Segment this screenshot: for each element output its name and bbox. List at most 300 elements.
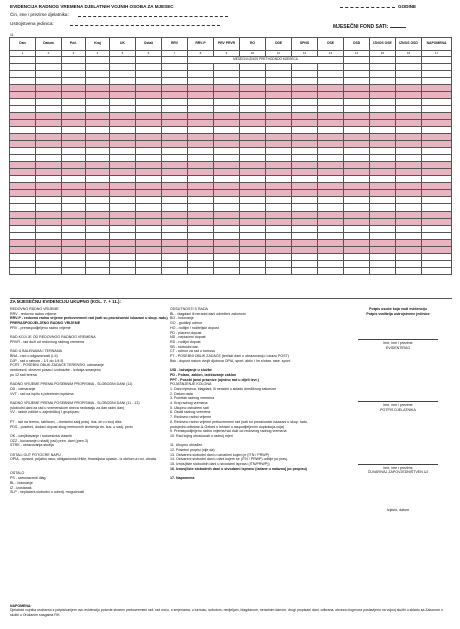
table-cell[interactable] — [318, 119, 344, 126]
table-cell[interactable] — [110, 77, 136, 84]
table-cell[interactable] — [188, 148, 214, 155]
table-cell[interactable] — [110, 197, 136, 204]
table-cell[interactable] — [10, 155, 36, 162]
table-cell[interactable] — [344, 84, 370, 91]
table-cell[interactable] — [86, 98, 110, 105]
table-cell[interactable] — [136, 197, 162, 204]
table-cell[interactable] — [266, 162, 292, 169]
table-cell[interactable] — [110, 98, 136, 105]
table-cell[interactable] — [10, 211, 36, 218]
table-cell[interactable] — [110, 63, 136, 70]
table-cell[interactable] — [214, 260, 240, 267]
table-cell[interactable] — [292, 70, 318, 77]
table-cell[interactable] — [292, 253, 318, 260]
table-cell[interactable] — [422, 98, 452, 105]
table-cell[interactable] — [422, 126, 452, 133]
table-cell[interactable] — [188, 260, 214, 267]
table-cell[interactable] — [136, 134, 162, 141]
table-cell[interactable] — [36, 70, 62, 77]
table-cell[interactable] — [422, 169, 452, 176]
table-cell[interactable] — [162, 204, 188, 211]
table-cell[interactable] — [162, 119, 188, 126]
table-cell[interactable] — [396, 119, 422, 126]
table-cell[interactable] — [36, 197, 62, 204]
table-cell[interactable] — [266, 190, 292, 197]
table-cell[interactable] — [396, 84, 422, 91]
table-cell[interactable] — [10, 239, 36, 246]
table-cell[interactable] — [292, 267, 318, 274]
table-cell[interactable] — [162, 70, 188, 77]
table-cell[interactable] — [240, 112, 266, 119]
table-cell[interactable] — [136, 246, 162, 253]
table-cell[interactable] — [110, 260, 136, 267]
table-cell[interactable] — [214, 204, 240, 211]
table-cell[interactable] — [36, 211, 62, 218]
table-cell[interactable] — [240, 148, 266, 155]
table-cell[interactable] — [422, 162, 452, 169]
table-cell[interactable] — [344, 119, 370, 126]
table-cell[interactable] — [344, 183, 370, 190]
table-cell[interactable] — [396, 77, 422, 84]
table-cell[interactable] — [86, 63, 110, 70]
table-cell[interactable] — [292, 105, 318, 112]
table-cell[interactable] — [136, 162, 162, 169]
table-cell[interactable] — [240, 134, 266, 141]
table-cell[interactable] — [370, 260, 396, 267]
table-cell[interactable] — [240, 211, 266, 218]
table-cell[interactable] — [10, 267, 36, 274]
table-cell[interactable] — [344, 204, 370, 211]
table-cell[interactable] — [240, 77, 266, 84]
table-cell[interactable] — [62, 98, 86, 105]
table-cell[interactable] — [188, 176, 214, 183]
table-cell[interactable] — [292, 134, 318, 141]
table-cell[interactable] — [370, 218, 396, 225]
table-cell[interactable] — [162, 141, 188, 148]
table-cell[interactable] — [344, 176, 370, 183]
table-cell[interactable] — [86, 141, 110, 148]
table-cell[interactable] — [162, 91, 188, 98]
table-cell[interactable] — [214, 183, 240, 190]
table-cell[interactable] — [136, 70, 162, 77]
table-cell[interactable] — [240, 84, 266, 91]
table-cell[interactable] — [10, 141, 36, 148]
table-cell[interactable] — [110, 183, 136, 190]
table-cell[interactable] — [370, 246, 396, 253]
table-cell[interactable] — [266, 267, 292, 274]
table-cell[interactable] — [162, 190, 188, 197]
table-cell[interactable] — [396, 197, 422, 204]
table-cell[interactable] — [240, 105, 266, 112]
table-cell[interactable] — [318, 141, 344, 148]
table-cell[interactable] — [10, 119, 36, 126]
table-cell[interactable] — [10, 260, 36, 267]
table-cell[interactable] — [136, 155, 162, 162]
table-cell[interactable] — [292, 232, 318, 239]
table-cell[interactable] — [266, 134, 292, 141]
table-cell[interactable] — [162, 176, 188, 183]
table-cell[interactable] — [214, 134, 240, 141]
table-cell[interactable] — [422, 204, 452, 211]
table-cell[interactable] — [188, 169, 214, 176]
table-cell[interactable] — [110, 112, 136, 119]
table-cell[interactable] — [162, 225, 188, 232]
table-cell[interactable] — [292, 260, 318, 267]
table-cell[interactable] — [36, 77, 62, 84]
table-cell[interactable] — [36, 141, 62, 148]
table-cell[interactable] — [86, 105, 110, 112]
table-cell[interactable] — [214, 119, 240, 126]
table-cell[interactable] — [318, 112, 344, 119]
table-cell[interactable] — [370, 56, 396, 63]
table-cell[interactable] — [86, 134, 110, 141]
table-cell[interactable] — [240, 126, 266, 133]
table-cell[interactable] — [188, 63, 214, 70]
table-cell[interactable] — [62, 169, 86, 176]
table-cell[interactable] — [162, 218, 188, 225]
table-cell[interactable] — [188, 141, 214, 148]
table-cell[interactable] — [188, 246, 214, 253]
table-cell[interactable] — [10, 246, 36, 253]
table-cell[interactable] — [292, 211, 318, 218]
table-cell[interactable] — [110, 239, 136, 246]
table-cell[interactable] — [292, 197, 318, 204]
table-cell[interactable] — [422, 105, 452, 112]
table-cell[interactable] — [162, 77, 188, 84]
table-cell[interactable] — [86, 169, 110, 176]
table-cell[interactable] — [10, 204, 36, 211]
table-cell[interactable] — [370, 126, 396, 133]
table-cell[interactable] — [240, 98, 266, 105]
table-cell[interactable] — [266, 246, 292, 253]
table-cell[interactable] — [110, 141, 136, 148]
table-cell[interactable] — [188, 70, 214, 77]
table-cell[interactable] — [10, 253, 36, 260]
table-cell[interactable] — [162, 63, 188, 70]
table-cell[interactable] — [110, 267, 136, 274]
table-cell[interactable] — [292, 218, 318, 225]
table-cell[interactable] — [370, 119, 396, 126]
table-cell[interactable] — [422, 155, 452, 162]
table-cell[interactable] — [292, 239, 318, 246]
table-cell[interactable] — [86, 260, 110, 267]
table-cell[interactable] — [240, 119, 266, 126]
table-cell[interactable] — [422, 190, 452, 197]
table-cell[interactable] — [344, 169, 370, 176]
table-cell[interactable] — [318, 246, 344, 253]
table-cell[interactable] — [266, 225, 292, 232]
table-cell[interactable] — [110, 70, 136, 77]
table-cell[interactable] — [396, 253, 422, 260]
table-cell[interactable] — [62, 239, 86, 246]
table-cell[interactable] — [292, 98, 318, 105]
table-cell[interactable] — [318, 204, 344, 211]
table-cell[interactable] — [422, 253, 452, 260]
table-cell[interactable] — [136, 239, 162, 246]
table-cell[interactable] — [396, 190, 422, 197]
table-cell[interactable] — [62, 56, 86, 63]
table-cell[interactable] — [240, 246, 266, 253]
table-cell[interactable] — [86, 232, 110, 239]
table-cell[interactable] — [62, 204, 86, 211]
table-cell[interactable] — [266, 84, 292, 91]
table-cell[interactable] — [370, 197, 396, 204]
table-cell[interactable] — [86, 77, 110, 84]
table-cell[interactable] — [62, 225, 86, 232]
table-cell[interactable] — [370, 77, 396, 84]
table-cell[interactable] — [188, 190, 214, 197]
table-cell[interactable] — [62, 119, 86, 126]
table-cell[interactable] — [318, 169, 344, 176]
table-cell[interactable] — [318, 260, 344, 267]
table-cell[interactable] — [62, 84, 86, 91]
table-cell[interactable] — [266, 218, 292, 225]
table-cell[interactable] — [370, 190, 396, 197]
table-cell[interactable] — [214, 267, 240, 274]
table-cell[interactable] — [110, 232, 136, 239]
table-cell[interactable] — [188, 162, 214, 169]
table-cell[interactable] — [318, 98, 344, 105]
table-cell[interactable] — [318, 91, 344, 98]
table-cell[interactable] — [370, 91, 396, 98]
table-cell[interactable] — [396, 148, 422, 155]
table-cell[interactable] — [110, 126, 136, 133]
table-cell[interactable] — [396, 63, 422, 70]
table-cell[interactable] — [344, 56, 370, 63]
table-cell[interactable] — [370, 225, 396, 232]
table-cell[interactable] — [292, 119, 318, 126]
table-cell[interactable] — [62, 190, 86, 197]
table-cell[interactable] — [396, 232, 422, 239]
table-cell[interactable] — [266, 253, 292, 260]
table-cell[interactable] — [266, 141, 292, 148]
table-cell[interactable] — [110, 105, 136, 112]
table-cell[interactable] — [36, 105, 62, 112]
table-cell[interactable] — [318, 148, 344, 155]
table-cell[interactable] — [136, 260, 162, 267]
table-cell[interactable] — [292, 169, 318, 176]
table-cell[interactable] — [266, 126, 292, 133]
table-cell[interactable] — [36, 91, 62, 98]
table-cell[interactable] — [396, 204, 422, 211]
table-cell[interactable] — [318, 126, 344, 133]
table-cell[interactable] — [266, 176, 292, 183]
table-cell[interactable] — [214, 190, 240, 197]
table-cell[interactable] — [86, 91, 110, 98]
table-cell[interactable] — [36, 162, 62, 169]
table-cell[interactable] — [162, 232, 188, 239]
table-cell[interactable] — [86, 155, 110, 162]
table-cell[interactable] — [240, 253, 266, 260]
table-cell[interactable] — [240, 63, 266, 70]
table-cell[interactable] — [110, 204, 136, 211]
table-cell[interactable] — [422, 141, 452, 148]
table-cell[interactable] — [188, 183, 214, 190]
table-cell[interactable] — [422, 225, 452, 232]
table-cell[interactable] — [162, 148, 188, 155]
table-cell[interactable] — [110, 246, 136, 253]
table-cell[interactable] — [422, 218, 452, 225]
table-cell[interactable] — [136, 56, 162, 63]
table-cell[interactable] — [188, 232, 214, 239]
table-cell[interactable] — [36, 253, 62, 260]
table-cell[interactable] — [422, 148, 452, 155]
table-cell[interactable] — [188, 77, 214, 84]
table-cell[interactable] — [344, 197, 370, 204]
table-cell[interactable] — [136, 63, 162, 70]
table-cell[interactable] — [136, 225, 162, 232]
table-cell[interactable] — [240, 155, 266, 162]
table-cell[interactable] — [396, 155, 422, 162]
table-cell[interactable] — [86, 267, 110, 274]
table-cell[interactable] — [344, 77, 370, 84]
table-cell[interactable] — [396, 162, 422, 169]
table-cell[interactable] — [266, 197, 292, 204]
table-cell[interactable] — [10, 232, 36, 239]
table-cell[interactable] — [370, 84, 396, 91]
table-cell[interactable] — [396, 225, 422, 232]
table-cell[interactable] — [110, 211, 136, 218]
table-cell[interactable] — [266, 119, 292, 126]
table-cell[interactable] — [36, 119, 62, 126]
table-cell[interactable] — [136, 218, 162, 225]
table-cell[interactable] — [36, 56, 62, 63]
table-cell[interactable] — [162, 246, 188, 253]
table-cell[interactable] — [292, 77, 318, 84]
table-cell[interactable] — [162, 155, 188, 162]
table-cell[interactable] — [188, 204, 214, 211]
table-cell[interactable] — [240, 225, 266, 232]
signature-line[interactable] — [358, 399, 438, 402]
table-cell[interactable] — [370, 232, 396, 239]
table-cell[interactable] — [162, 56, 188, 63]
table-cell[interactable] — [10, 169, 36, 176]
table-cell[interactable] — [36, 232, 62, 239]
table-cell[interactable] — [318, 197, 344, 204]
table-cell[interactable] — [62, 246, 86, 253]
table-cell[interactable] — [344, 211, 370, 218]
table-cell[interactable] — [422, 63, 452, 70]
table-cell[interactable] — [266, 155, 292, 162]
table-cell[interactable] — [240, 169, 266, 176]
table-cell[interactable] — [188, 267, 214, 274]
table-cell[interactable] — [136, 211, 162, 218]
table-cell[interactable] — [86, 183, 110, 190]
table-cell[interactable] — [36, 98, 62, 105]
table-cell[interactable] — [240, 70, 266, 77]
table-cell[interactable] — [62, 253, 86, 260]
table-cell[interactable] — [396, 246, 422, 253]
table-cell[interactable] — [62, 155, 86, 162]
table-cell[interactable] — [344, 105, 370, 112]
table-cell[interactable] — [292, 141, 318, 148]
table-cell[interactable] — [10, 225, 36, 232]
table-cell[interactable] — [62, 63, 86, 70]
table-cell[interactable] — [136, 267, 162, 274]
table-cell[interactable] — [162, 183, 188, 190]
table-cell[interactable] — [344, 155, 370, 162]
table-cell[interactable] — [136, 183, 162, 190]
table-cell[interactable] — [36, 169, 62, 176]
table-cell[interactable] — [370, 176, 396, 183]
table-cell[interactable] — [292, 183, 318, 190]
table-cell[interactable] — [162, 112, 188, 119]
table-cell[interactable] — [110, 162, 136, 169]
table-cell[interactable] — [136, 169, 162, 176]
table-cell[interactable] — [266, 148, 292, 155]
table-cell[interactable] — [86, 218, 110, 225]
table-cell[interactable] — [86, 239, 110, 246]
table-cell[interactable] — [10, 91, 36, 98]
table-cell[interactable] — [344, 253, 370, 260]
table-cell[interactable] — [36, 225, 62, 232]
table-cell[interactable] — [266, 98, 292, 105]
table-cell[interactable] — [10, 105, 36, 112]
table-cell[interactable] — [62, 105, 86, 112]
table-cell[interactable] — [36, 183, 62, 190]
table-cell[interactable] — [62, 218, 86, 225]
table-cell[interactable] — [370, 204, 396, 211]
table-cell[interactable] — [344, 162, 370, 169]
table-cell[interactable] — [62, 112, 86, 119]
table-cell[interactable] — [62, 260, 86, 267]
table-cell[interactable] — [10, 112, 36, 119]
table-cell[interactable] — [36, 134, 62, 141]
table-cell[interactable] — [86, 190, 110, 197]
table-cell[interactable] — [240, 141, 266, 148]
table-cell[interactable] — [86, 70, 110, 77]
table-cell[interactable] — [344, 141, 370, 148]
table-cell[interactable] — [214, 77, 240, 84]
table-cell[interactable] — [240, 218, 266, 225]
table-cell[interactable] — [36, 260, 62, 267]
table-cell[interactable] — [344, 70, 370, 77]
table-cell[interactable] — [214, 126, 240, 133]
table-cell[interactable] — [162, 239, 188, 246]
table-cell[interactable] — [370, 169, 396, 176]
table-cell[interactable] — [188, 197, 214, 204]
table-cell[interactable] — [318, 63, 344, 70]
table-cell[interactable] — [136, 176, 162, 183]
table-cell[interactable] — [344, 112, 370, 119]
table-cell[interactable] — [422, 232, 452, 239]
table-cell[interactable] — [292, 162, 318, 169]
table-cell[interactable] — [370, 267, 396, 274]
table-cell[interactable] — [370, 211, 396, 218]
table-cell[interactable] — [422, 112, 452, 119]
table-cell[interactable] — [422, 267, 452, 274]
table-cell[interactable] — [136, 91, 162, 98]
table-cell[interactable] — [188, 91, 214, 98]
table-cell[interactable] — [62, 232, 86, 239]
table-cell[interactable] — [214, 98, 240, 105]
table-cell[interactable] — [110, 119, 136, 126]
table-cell[interactable] — [62, 176, 86, 183]
table-cell[interactable] — [86, 56, 110, 63]
table-cell[interactable] — [188, 225, 214, 232]
table-cell[interactable] — [86, 225, 110, 232]
table-cell[interactable] — [370, 105, 396, 112]
table-cell[interactable] — [36, 204, 62, 211]
table-cell[interactable] — [422, 91, 452, 98]
table-cell[interactable] — [370, 183, 396, 190]
table-cell[interactable] — [396, 141, 422, 148]
table-cell[interactable] — [214, 148, 240, 155]
table-cell[interactable] — [318, 190, 344, 197]
table-cell[interactable] — [344, 91, 370, 98]
table-cell[interactable] — [266, 70, 292, 77]
table-cell[interactable] — [422, 211, 452, 218]
